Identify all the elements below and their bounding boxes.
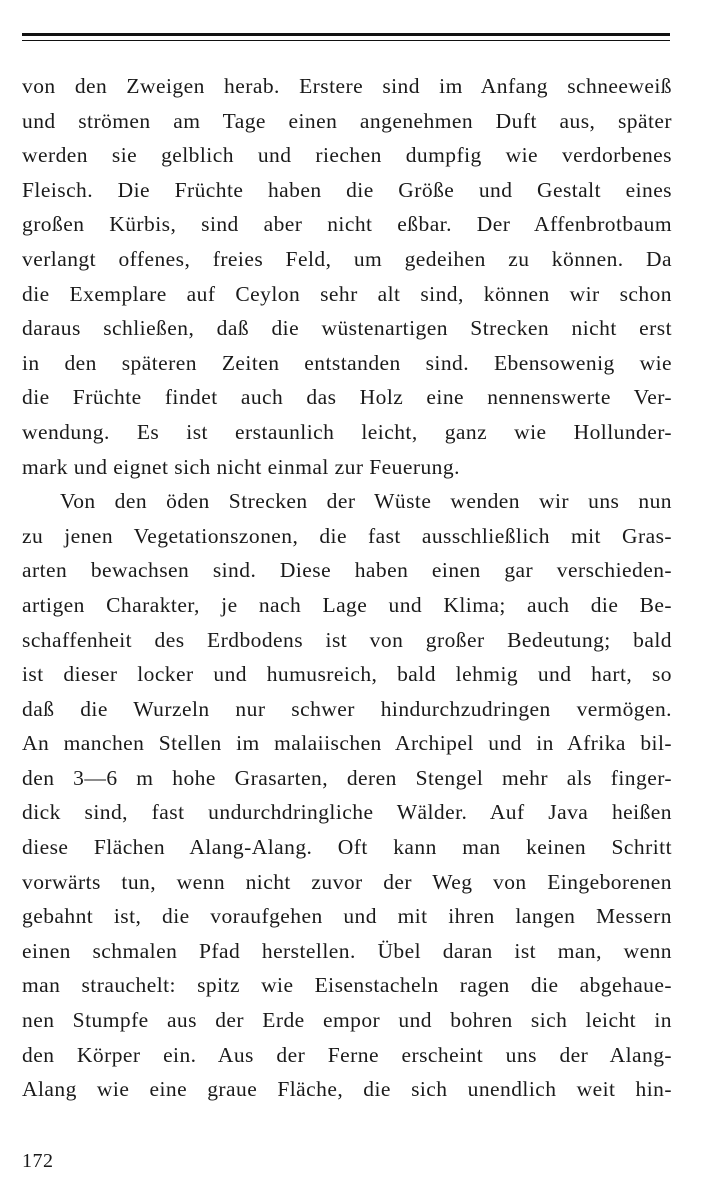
text-line: die Früchte findet auch das Holz eine nennenswerte Ver- [22,385,672,410]
text-line: verlangt offenes, freies Feld, um gedeihen zu können. Da [22,246,672,271]
text-line: arten bewachsen sind. Diese haben einen gar verschieden- [22,558,672,583]
text-line: einen schmalen Pfad herstellen. Übel daran ist man, wenn [22,938,672,963]
text-line: Fleisch. Die Früchte haben die Größe und Gestalt eines [22,177,672,202]
text-line: die Exemplare auf Ceylon sehr alt sind, können wir schon [22,281,672,306]
text-line: Alang wie eine graue Fläche, die sich unendlich weit hin- [22,1077,672,1102]
header-rule-thick [22,33,670,36]
header-rule-thin [22,40,670,41]
text-line: dick sind, fast undurchdringliche Wälder. Auf Java heißen [22,800,672,825]
text-line: den Körper ein. Aus der Ferne erscheint uns der Alang- [22,1042,672,1067]
text-line: vorwärts tun, wenn nicht zuvor der Weg von Eingeborenen [22,869,672,894]
paragraph-1 [22,69,672,484]
text-line: werden sie gelblich und riechen dumpfig wie verdorbenes [22,143,672,168]
text-line: ist dieser locker und humusreich, bald lehmig und hart, so [22,662,672,687]
text-line: mark und eignet sich nicht einmal zur Feuerung. [22,454,460,479]
text-line: Von den öden Strecken der Wüste wenden wir uns nun [60,489,672,514]
text-line: großen Kürbis, sind aber nicht eßbar. Der Affenbrotbaum [22,212,672,237]
text-line: diese Flächen Alang-Alang. Oft kann man keinen Schritt [22,835,672,860]
text-line: wendung. Es ist erstaunlich leicht, ganz wie Hollunder- [22,419,672,444]
text-line: von den Zweigen herab. Erstere sind im Anfang schneeweiß [22,74,672,98]
text-line: artigen Charakter, je nach Lage und Klima; auch die Be- [22,592,672,617]
text-line: gebahnt ist, die voraufgehen und mit ihren langen Messern [22,904,672,929]
text-line: den 3—6 m hohe Grasarten, deren Stengel mehr als finger- [22,765,672,790]
text-line: und strömen am Tage einen angenehmen Duft aus, später [22,108,672,133]
text-line: An manchen Stellen im malaiischen Archipel und in Afrika bil- [22,731,672,756]
text-line: nen Stumpfe aus der Erde empor und bohren sich leicht in [22,1008,672,1033]
text-line: daraus schließen, daß die wüstenartigen Strecken nicht erst [22,316,672,341]
text-line: daß die Wurzeln nur schwer hindurchzudringen vermögen. [22,696,672,721]
paragraph-2 [22,484,672,1107]
text-line: schaffenheit des Erdbodens ist von großer Bedeutung; bald [22,627,672,652]
page-number: 172 [22,1150,54,1172]
text-line: man strauchelt: spitz wie Eisenstacheln ragen die abgehaue- [22,973,672,998]
body-text [22,69,672,1107]
text-line: in den späteren Zeiten entstanden sind. Ebensowenig wie [22,350,672,375]
text-line: zu jenen Vegetationszonen, die fast ausschließlich mit Gras- [22,523,672,548]
